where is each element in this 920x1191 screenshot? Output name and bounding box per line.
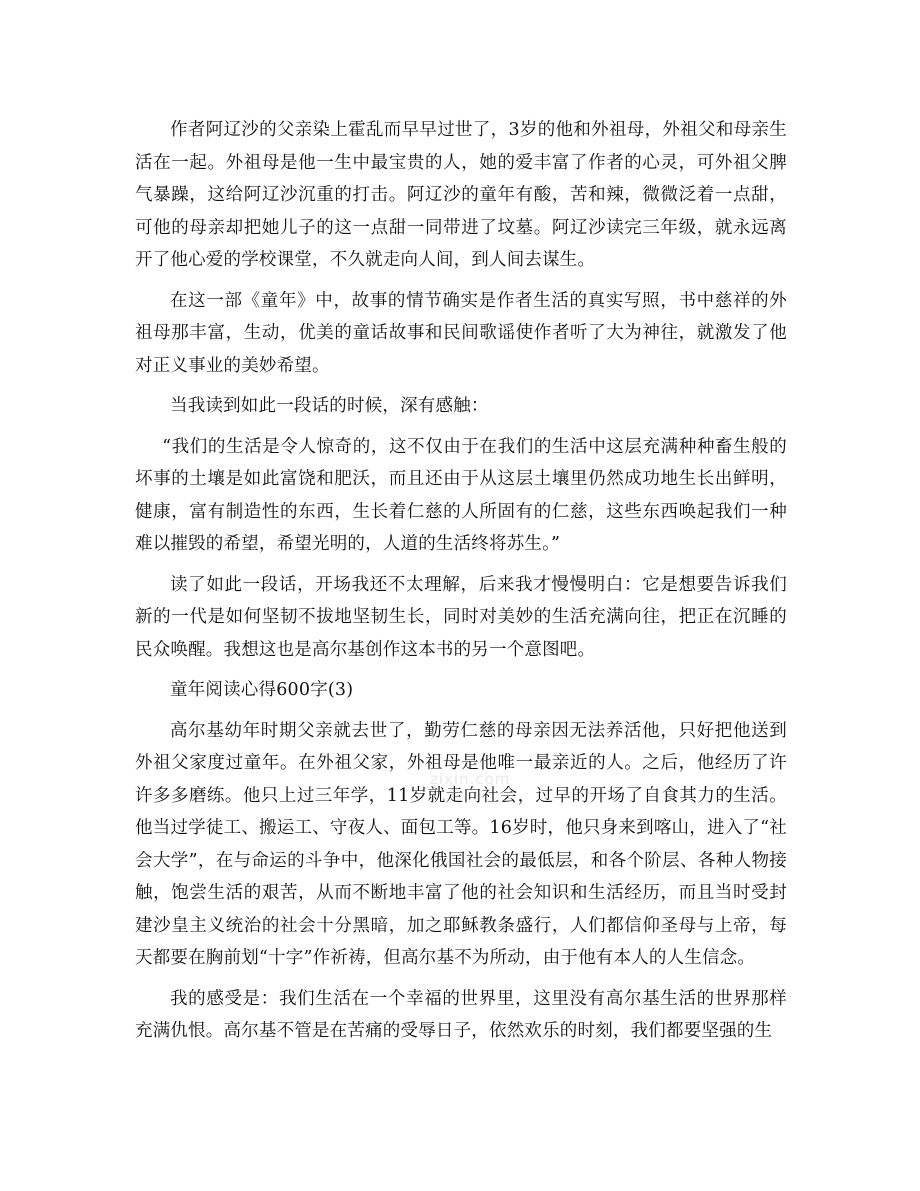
paragraph-1: 作者阿辽沙的父亲染上霍乱而早早过世了，3岁的他和外祖母，外祖父和母亲生活在一起。外祖母是他一生中最宝贵的人，她的爱丰富了作者的心灵，可外祖父脾气暴躁，这给阿辽沙沉重的打击。阿辽沙的童年有酸，苦和辣，微微泛着一点甜，可他的母亲却把她儿子的这一点甜一同带进了坟墓。阿辽沙读完三年级，就永远离开了他心爱的学校课堂，不久就走向人间，到人间去谋生。 bbox=[135, 120, 787, 270]
paragraph-6: 高尔基幼年时期父亲就去世了，勤劳仁慈的母亲因无法养活他，只好把他送到外祖父家度过童年。在外祖父家，外祖母是他唯一最亲近的人。之后，他经历了许许多多磨练。他只上过三年学，11岁就走向社会，过早的开场了自食其力的生活。他当过学徒工、搬运工、守夜人、面包工等。16岁时，他只身来到喀山，进入了“社会大学”，在与命运的斗争中，他深化俄国社会的最低层，和各个阶层、各种人物接触，饱尝生活的艰苦，从而不断地丰富了他的社会知识和生活经历，而且当时受封建沙皇主义统治的社会十分黑暗，加之耶稣教条盛行，人们都信仰圣母与上帝，每天都要在胸前划“十字”作祈祷，但高尔基不为所动，由于他有本人的人生信念。 bbox=[135, 720, 787, 968]
document-body bbox=[135, 114, 787, 1056]
quote-paragraph: “我们的生活是令人惊奇的，这不仅由于在我们的生活中这层充满种种畜生般的坏事的土壤是如此富饶和肥沃，而且还由于从这层土壤里仍然成功地生长出鲜明，健康，富有制造性的东西，生长着仁慈的人所固有的仁慈，这些东西唤起我们一种难以摧毁的希望，希望光明的，人道的生活终将苏生。” bbox=[135, 436, 787, 554]
section-heading: 童年阅读心得600字(3) bbox=[170, 680, 354, 700]
paragraph-3: 当我读到如此一段话的时候，深有感触： bbox=[170, 396, 489, 416]
paragraph-2: 在这一部《童年》中，故事的情节确实是作者生活的真实写照，书中慈祥的外祖母那丰富，生动，优美的童话故事和民间歌谣使作者听了大为神往，就激发了他对正义事业的美妙希望。 bbox=[135, 290, 787, 376]
watermark: zixin.com bbox=[430, 770, 511, 788]
paragraph-7: 我的感受是：我们生活在一个幸福的世界里，这里没有高尔基生活的世界那样充满仇恨。高尔基不管是在苦痛的受辱日子，依然欢乐的时刻，我们都要坚强的生 bbox=[135, 988, 787, 1041]
paragraph-5: 读了如此一段话，开场我还不太理解，后来我才慢慢明白：它是想要告诉我们新的一代是如何坚韧不拔地坚韧生长，同时对美妙的生活充满向往，把正在沉睡的民众唤醒。我想这也是高尔基创作这本书的另一个意图吧。 bbox=[135, 574, 787, 660]
